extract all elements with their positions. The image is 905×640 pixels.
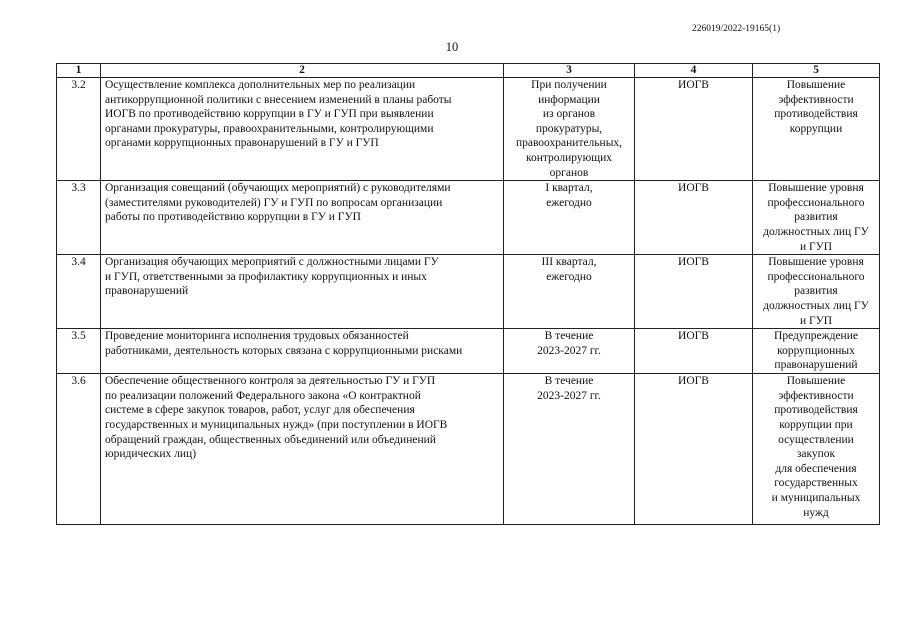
page-number: 10 bbox=[445, 40, 459, 54]
measure-result: Повышение уровня профессионального развития должностных лиц ГУ и ГУП bbox=[753, 181, 880, 255]
row-number: 3.6 bbox=[57, 374, 101, 525]
table-header-row bbox=[57, 64, 880, 78]
measure-term: При получении информации из органов прокуратуры, правоохранительных, контролирующих органов bbox=[504, 78, 635, 181]
table-row bbox=[57, 255, 880, 329]
measure-description: Проведение мониторинга исполнения трудовых обязанностей работниками, деятельность которых связана с коррупционными рисками bbox=[101, 329, 504, 374]
measure-description: Осуществление комплекса дополнительных мер по реализации антикоррупционной политики с внесением изменений в планы работы ИОГВ по противодействию коррупции в ГУ и ГУП при выявлении органами прокуратуры, правоохранительными, контролирующими органами коррупционных правонарушений в ГУ и ГУП bbox=[101, 78, 504, 181]
measure-description: Организация обучающих мероприятий с должностными лицами ГУ и ГУП, ответственными за профилактику коррупционных и иных правонарушений bbox=[101, 255, 504, 329]
row-number: 3.4 bbox=[57, 255, 101, 329]
table-row bbox=[57, 374, 880, 525]
measure-term: В течение 2023-2027 гг. bbox=[504, 374, 635, 525]
measure-result: Повышение эффективности противодействия коррупции bbox=[753, 78, 880, 181]
measure-executor: ИОГВ bbox=[635, 181, 753, 255]
column-header: 1 bbox=[57, 64, 101, 78]
measure-result: Повышение уровня профессионального развития должностных лиц ГУ и ГУП bbox=[753, 255, 880, 329]
measure-result: Повышение эффективности противодействия коррупции при осуществлении закупок для обеспечения государственных и муниципальных нужд bbox=[753, 374, 880, 525]
row-number: 3.2 bbox=[57, 78, 101, 181]
row-number: 3.5 bbox=[57, 329, 101, 374]
table-row bbox=[57, 78, 880, 181]
measure-term: III квартал, ежегодно bbox=[504, 255, 635, 329]
column-header: 4 bbox=[635, 64, 753, 78]
measure-executor: ИОГВ bbox=[635, 255, 753, 329]
measure-executor: ИОГВ bbox=[635, 78, 753, 181]
row-number: 3.3 bbox=[57, 181, 101, 255]
measures-table bbox=[56, 63, 880, 525]
measure-term: I квартал, ежегодно bbox=[504, 181, 635, 255]
table-row bbox=[57, 329, 880, 374]
column-header: 3 bbox=[504, 64, 635, 78]
column-header: 2 bbox=[101, 64, 504, 78]
measure-term: В течение 2023-2027 гг. bbox=[504, 329, 635, 374]
measure-result: Предупреждение коррупционных правонарушений bbox=[753, 329, 880, 374]
table-row bbox=[57, 181, 880, 255]
document-id: 226019/2022-19165(1) bbox=[692, 24, 781, 34]
measure-description: Обеспечение общественного контроля за деятельностью ГУ и ГУП по реализации положений Федерального закона «О контрактной системе в сфере закупок товаров, работ, услуг для обеспечения государственных и муниципальных нужд» (при поступлении в ИОГВ обращений граждан, общественных объединений или объединений юридических лиц) bbox=[101, 374, 504, 525]
measure-executor: ИОГВ bbox=[635, 329, 753, 374]
measure-executor: ИОГВ bbox=[635, 374, 753, 525]
measure-description: Организация совещаний (обучающих мероприятий) с руководителями (заместителями руководителей) ГУ и ГУП по вопросам организации работы по противодействию коррупции в ГУ и ГУП bbox=[101, 181, 504, 255]
column-header: 5 bbox=[753, 64, 880, 78]
